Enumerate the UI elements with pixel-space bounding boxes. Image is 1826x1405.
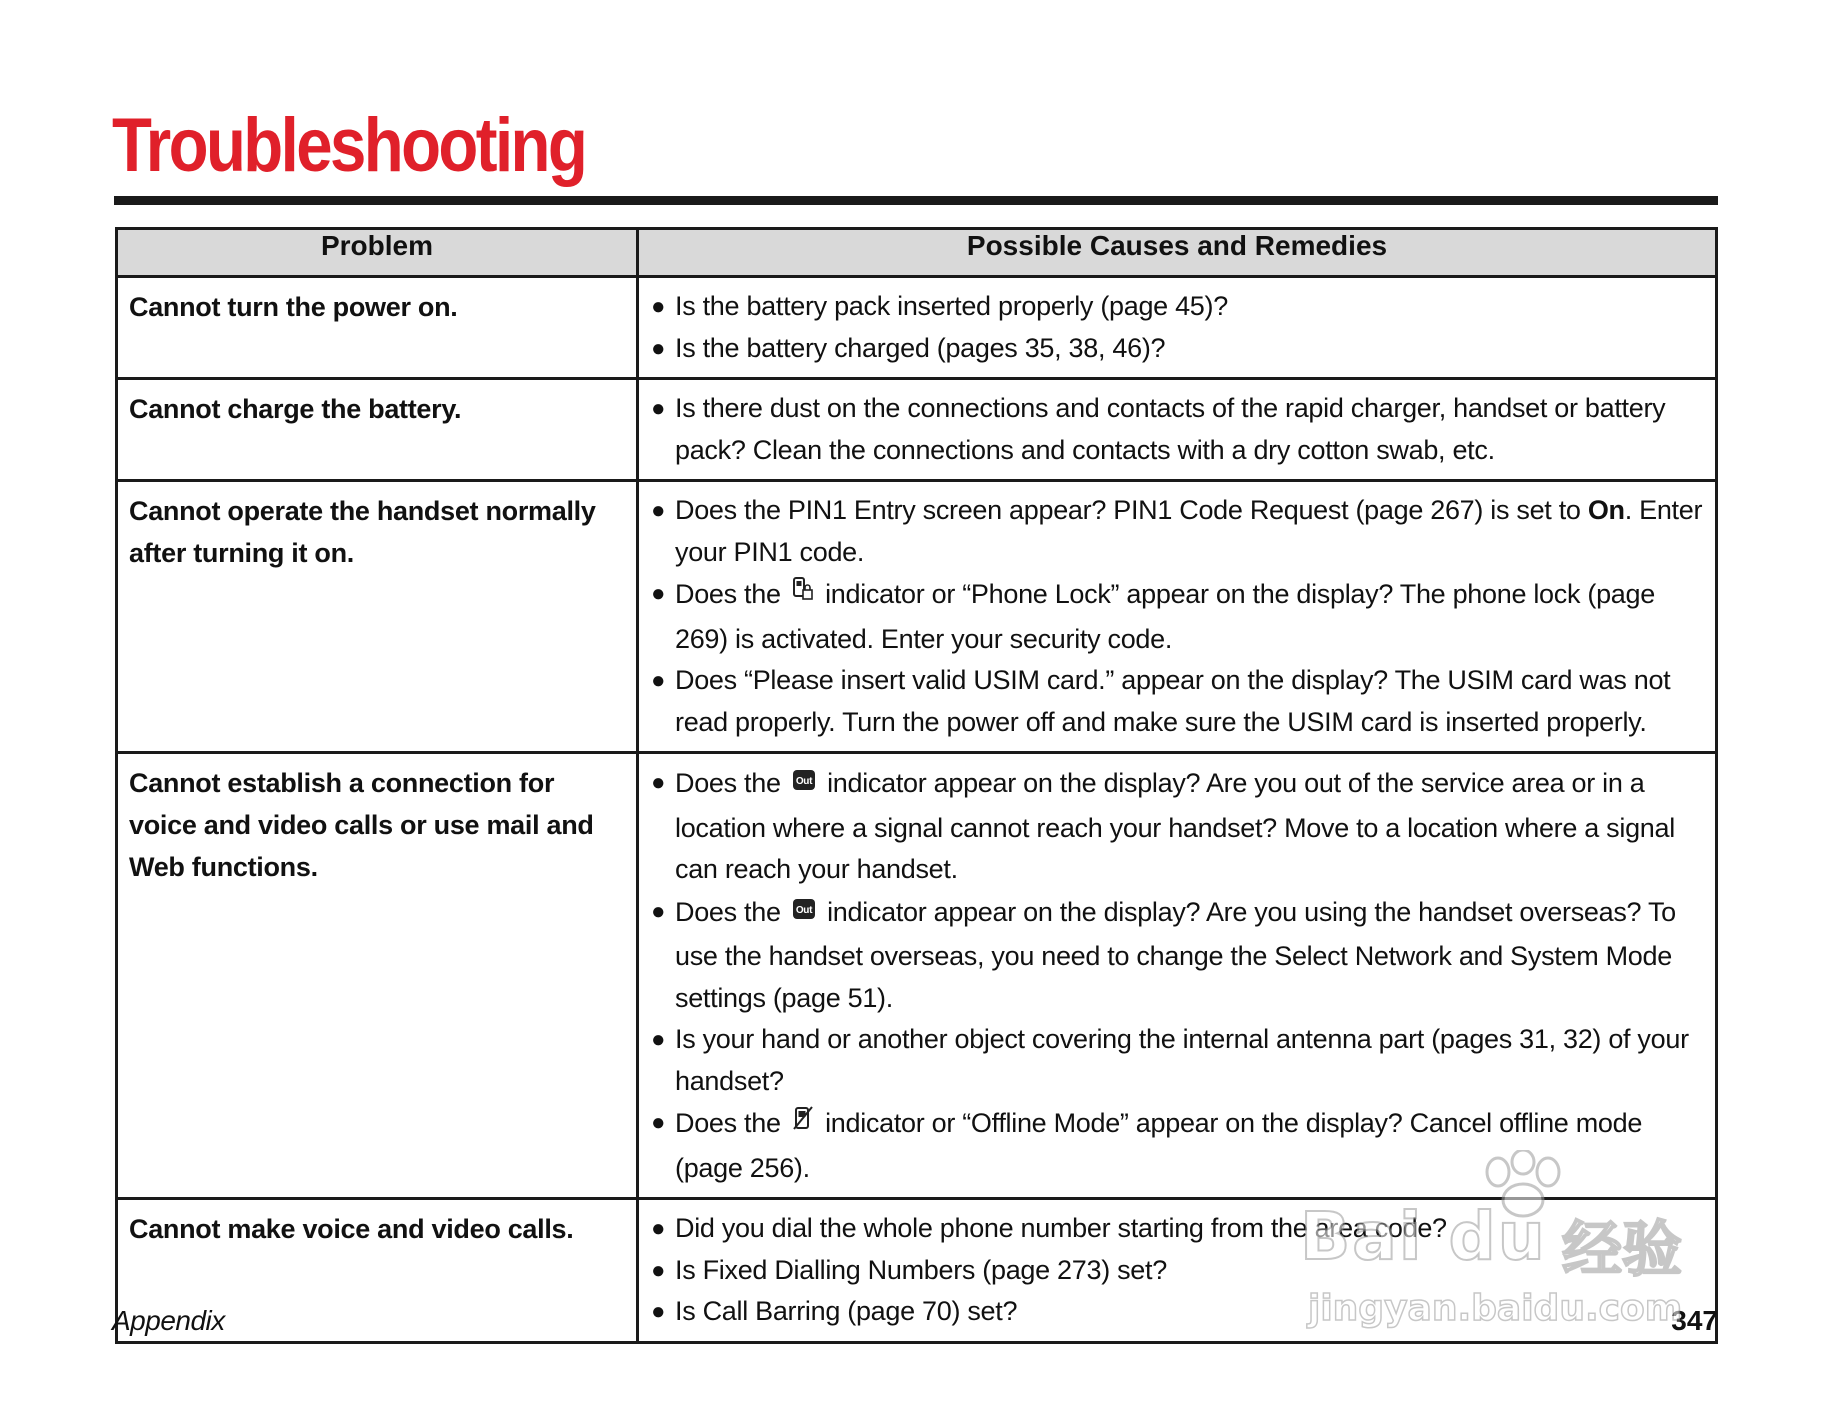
remedy-text: indicator or “Offline Mode” appear on the display? Cancel offline mode (page 256).	[675, 1107, 1643, 1183]
remedy-list	[649, 762, 1705, 1189]
remedy-item	[649, 328, 1705, 370]
remedy-text: Is there dust on the connections and contacts of the rapid charger, handset or battery pack? Clean the connections and contacts with a dry cotton swab, etc.	[675, 393, 1666, 465]
bullet-icon: ●	[651, 1215, 666, 1242]
out-of-service-icon	[792, 762, 816, 804]
remedies-cell	[638, 379, 1717, 481]
remedy-text: Does the	[675, 1107, 788, 1138]
bullet-icon: ●	[651, 1109, 666, 1136]
svg-text:Out: Out	[795, 776, 813, 787]
remedies-cell	[638, 277, 1717, 379]
problem-cell: Cannot charge the battery.	[117, 379, 638, 481]
baidu-watermark	[1300, 1150, 1720, 1350]
problem-cell: Cannot make voice and video calls.	[117, 1199, 638, 1343]
bullet-icon: ●	[651, 1298, 666, 1325]
table-row	[117, 277, 1717, 379]
remedy-text: Is your hand or another object covering the internal antenna part (pages 31, 32) of your handset?	[675, 1024, 1689, 1096]
bullet-icon: ●	[651, 334, 666, 362]
page-number: 347	[1671, 1305, 1718, 1336]
remedy-text: indicator appear on the display? Are you out of the service area or in a location where a signal cannot reach your handset? Move to a location where a signal can reach your handset.	[675, 767, 1675, 884]
watermark-brand: Bai du	[1300, 1198, 1547, 1275]
table-row	[117, 753, 1717, 1199]
problem-column-header: Problem	[117, 229, 638, 277]
watermark-url: jingyan.baidu.com	[1308, 1288, 1683, 1329]
problem-cell: Cannot operate the handset normally after turning it on.	[117, 481, 638, 753]
bullet-icon: ●	[651, 395, 666, 422]
svg-text:Out: Out	[795, 904, 813, 916]
remedy-text: Is the battery charged (pages 35, 38, 46)?	[675, 332, 1166, 363]
remedy-text: Does “Please insert valid USIM card.” appear on the display? The USIM card was not read properly. Turn the power off and make sure the USIM card is inserted properly.	[675, 665, 1671, 737]
remedy-item	[649, 660, 1705, 743]
out-of-service-icon	[792, 891, 816, 933]
remedy-text: Is Fixed Dialling Numbers (page 273) set?	[675, 1254, 1167, 1285]
remedy-text: indicator or “Phone Lock” appear on the display? The phone lock (page 269) is activated. Enter your security code.	[675, 578, 1655, 654]
bullet-icon: ●	[651, 1256, 666, 1284]
remedy-text: . Enter your PIN1 code.	[675, 495, 1703, 567]
problem-cell: Cannot establish a connection for voice and video calls or use mail and Web functions.	[117, 753, 638, 1199]
remedy-list	[649, 286, 1705, 369]
table-row	[117, 379, 1717, 481]
table-header-row	[117, 229, 1717, 277]
remedy-item	[649, 1019, 1705, 1102]
bullet-icon: ●	[651, 580, 666, 607]
problem-cell: Cannot turn the power on.	[117, 277, 638, 379]
remedy-text: Does the	[675, 767, 788, 798]
remedy-item	[649, 762, 1705, 891]
remedy-item	[649, 490, 1705, 573]
remedy-text: Does the	[675, 896, 788, 927]
footer-section-label: Appendix	[112, 1305, 225, 1336]
bullet-icon: ●	[651, 497, 666, 524]
emphasis-text: On	[1587, 495, 1625, 525]
remedy-item	[649, 286, 1705, 328]
remedies-cell	[638, 753, 1717, 1199]
remedy-item	[649, 573, 1705, 660]
remedies-column-header: Possible Causes and Remedies	[638, 229, 1717, 277]
remedy-item	[649, 388, 1705, 471]
watermark-cn-text: 经验	[1562, 1215, 1682, 1285]
page-title: Troubleshooting	[112, 103, 586, 188]
table-row	[117, 481, 1717, 753]
bullet-icon: ●	[651, 769, 666, 796]
remedy-text: Does the	[675, 578, 788, 609]
remedy-text: Did you dial the whole phone number starting from the area code?	[675, 1213, 1447, 1243]
remedy-item	[649, 891, 1705, 1020]
remedy-list	[649, 490, 1705, 743]
bullet-icon: ●	[651, 667, 666, 694]
title-rule	[114, 196, 1718, 205]
offline-mode-icon	[792, 1102, 814, 1144]
remedy-text: indicator appear on the display? Are you using the handset overseas? To use the handset overseas, you need to change the Select Network and System Mode settings (page 51).	[675, 896, 1676, 1013]
remedy-list	[649, 388, 1705, 471]
bullet-icon: ●	[651, 897, 666, 925]
phone-lock-icon	[792, 573, 814, 615]
remedy-text: Does the PIN1 Entry screen appear? PIN1 Code Request (page 267) is set to	[675, 495, 1588, 525]
remedy-text: Is Call Barring (page 70) set?	[675, 1296, 1018, 1326]
bullet-icon: ●	[651, 1026, 666, 1053]
bullet-icon: ●	[651, 293, 666, 320]
remedy-text: Is the battery pack inserted properly (page 45)?	[675, 291, 1228, 321]
remedies-cell	[638, 481, 1717, 753]
